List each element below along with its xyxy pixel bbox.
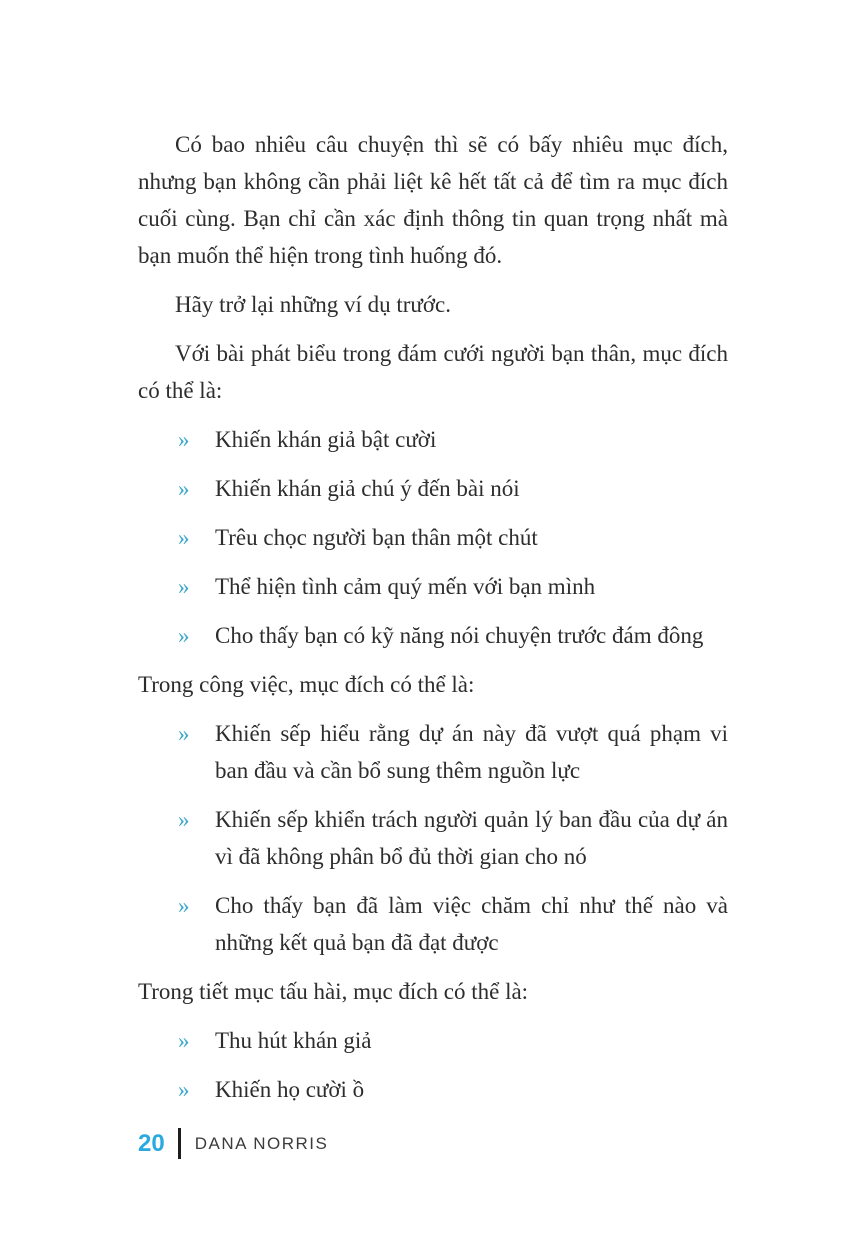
guillemet-bullet-icon: » [178, 1077, 190, 1102]
list-item-text: Khiến khán giả chú ý đến bài nói [215, 476, 520, 501]
list-item-text: Thể hiện tình cảm quý mến với bạn mình [215, 574, 596, 599]
list-item [138, 421, 728, 458]
page-number: 20 [138, 1129, 165, 1157]
guillemet-bullet-icon: » [178, 807, 190, 832]
list-item [138, 715, 728, 789]
guillemet-bullet-icon: » [178, 476, 190, 501]
guillemet-bullet-icon: » [178, 574, 190, 599]
paragraph-return-examples: Hãy trở lại những ví dụ trước. [175, 292, 452, 317]
list-item-text: Thu hút khán giả [215, 1028, 372, 1053]
list-item-text: Khiến sếp hiểu rằng dự án này đã vượt quá phạm vi ban đầu và cần bổ sung thêm nguồn lực [215, 721, 728, 783]
list-item-text: Cho thấy bạn có kỹ năng nói chuyện trước đám đông [215, 623, 704, 648]
list-item-text: Trêu chọc người bạn thân một chút [215, 525, 538, 550]
guillemet-bullet-icon: » [178, 427, 190, 452]
list-item-text: Khiến họ cười ồ [215, 1077, 365, 1102]
page-content [138, 126, 728, 1120]
paragraph-comedy-lead: Trong tiết mục tấu hài, mục đích có thể là: [138, 979, 529, 1004]
list-item [138, 617, 728, 654]
footer-divider [178, 1128, 181, 1159]
guillemet-bullet-icon: » [178, 721, 190, 746]
work-goals-list [138, 715, 728, 961]
paragraph-wedding-lead: Với bài phát biểu trong đám cưới người bạn thân, mục đích có thể là: [138, 341, 728, 403]
list-item [138, 568, 728, 605]
list-item [138, 1022, 728, 1059]
wedding-goals-list [138, 421, 728, 654]
paragraph-intro: Có bao nhiêu câu chuyện thì sẽ có bấy nhiêu mục đích, nhưng bạn không cần phải liệt kê hết tất cả để tìm ra mục đích cuối cùng. Bạn chỉ cần xác định thông tin quan trọng nhất mà bạn muốn thể hiện trong tình huống đó. [138, 132, 728, 268]
list-item-text: Khiến khán giả bật cười [215, 427, 437, 452]
list-item [138, 1071, 728, 1108]
comedy-goals-list [138, 1022, 728, 1108]
guillemet-bullet-icon: » [178, 1028, 190, 1053]
guillemet-bullet-icon: » [178, 893, 190, 918]
list-item [138, 887, 728, 961]
paragraph-work-lead: Trong công việc, mục đích có thể là: [138, 672, 475, 697]
list-item-text: Khiến sếp khiển trách người quản lý ban đầu của dự án vì đã không phân bổ đủ thời gian cho nó [215, 807, 728, 869]
list-item [138, 801, 728, 875]
guillemet-bullet-icon: » [178, 525, 190, 550]
list-item-text: Cho thấy bạn đã làm việc chăm chỉ như thế nào và những kết quả bạn đã đạt được [215, 893, 728, 955]
author-name: DANA NORRIS [194, 1133, 329, 1153]
guillemet-bullet-icon: » [178, 623, 190, 648]
page-footer [138, 1128, 328, 1159]
list-item [138, 470, 728, 507]
list-item [138, 519, 728, 556]
